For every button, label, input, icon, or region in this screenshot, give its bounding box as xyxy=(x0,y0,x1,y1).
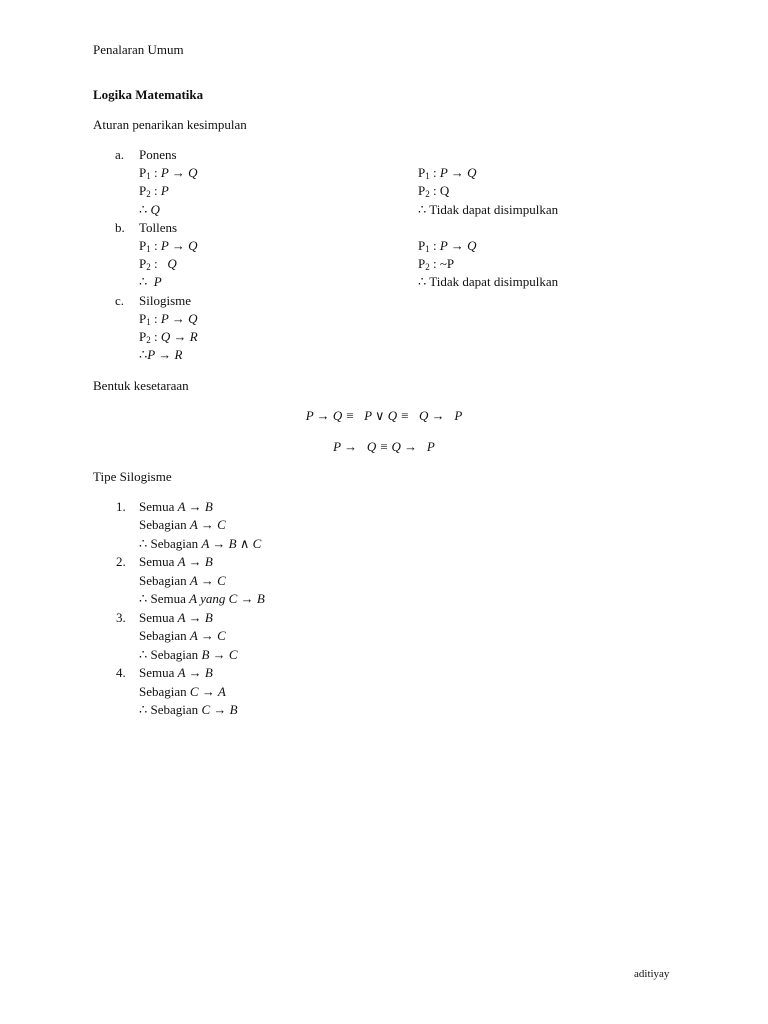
syllogism-conclusion: ∴ Sebagian C → B xyxy=(139,702,238,717)
syllogism-conclusion: ∴ Sebagian A → B ∧ C xyxy=(139,536,262,551)
section-heading-equivalence: Bentuk kesetaraan xyxy=(93,378,189,393)
therefore-icon: ∴ xyxy=(139,702,148,717)
section-heading-syllogism-types: Tipe Silogisme xyxy=(93,469,172,484)
syllogism-conclusion: ∴ Sebagian B → C xyxy=(139,647,238,662)
rule-name-tollens: Tollens xyxy=(139,220,178,235)
equivalence-formula-2: P → Q ≡ Q → P xyxy=(333,439,435,454)
premise-2: $P_2$ : ~P xyxy=(418,256,455,272)
section-heading-inference: Aturan penarikan kesimpulan xyxy=(93,117,247,132)
conclusion: ∴ Tidak dapat disimpulkan xyxy=(418,202,559,217)
therefore-icon: ∴ xyxy=(139,591,148,606)
premise-2: $P_2$ : Q xyxy=(139,256,177,272)
list-number: 3. xyxy=(116,610,126,625)
syllogism-line: Sebagian A → C xyxy=(139,628,226,643)
syllogism-line: Sebagian C → A xyxy=(139,684,226,699)
syllogism-line: Semua A → B xyxy=(139,610,213,625)
rule-name-silogisme: Silogisme xyxy=(139,293,192,308)
therefore-icon: ∴ xyxy=(418,202,427,217)
conclusion: ∴ Tidak dapat disimpulkan xyxy=(418,274,559,289)
list-marker: a. xyxy=(115,147,125,162)
syllogism-conclusion: ∴ Semua A yang C → B xyxy=(139,591,265,606)
list-marker: b. xyxy=(115,220,125,235)
page-footer: aditiyay xyxy=(634,968,670,980)
syllogism-line: Semua A → B xyxy=(139,665,213,680)
page-title: Logika Matematika xyxy=(93,87,204,102)
conclusion: ∴ P xyxy=(139,274,162,289)
premise-1: $P_1$ : P → Q xyxy=(139,311,198,327)
premise-2: $P_2$ : Q → R xyxy=(139,329,198,345)
list-number: 4. xyxy=(116,665,126,680)
syllogism-line: Sebagian A → C xyxy=(139,517,226,532)
conclusion: ∴ Q xyxy=(139,202,160,217)
premise-2: $P_2$ : P xyxy=(139,183,169,199)
therefore-icon: ∴ xyxy=(139,536,148,551)
premise-2: $P_2$ : Q xyxy=(418,183,450,199)
therefore-icon: ∴ xyxy=(139,647,148,662)
premise-1: $P_1$ : P → Q xyxy=(418,165,477,181)
list-marker: c. xyxy=(115,293,125,308)
syllogism-line: Semua A → B xyxy=(139,499,213,514)
therefore-icon: ∴ xyxy=(139,274,148,289)
syllogism-line: Sebagian A → C xyxy=(139,573,226,588)
premise-1: $P_1$ : P → Q xyxy=(139,238,198,254)
equivalence-formula-1: P → Q ≡ P ∨ Q ≡ Q → P xyxy=(305,408,463,423)
rule-name-ponens: Ponens xyxy=(139,147,177,162)
therefore-icon: ∴ xyxy=(139,347,148,362)
syllogism-line: Semua A → B xyxy=(139,554,213,569)
premise-1: $P_1$ : P → Q xyxy=(418,238,477,254)
therefore-icon: ∴ xyxy=(418,274,427,289)
list-number: 2. xyxy=(116,554,126,569)
list-number: 1. xyxy=(116,499,126,514)
premise-1: $P_1$ : P → Q xyxy=(139,165,198,181)
conclusion: ∴P → R xyxy=(139,347,183,362)
therefore-icon: ∴ xyxy=(139,202,148,217)
page-header: Penalaran Umum xyxy=(93,42,184,57)
